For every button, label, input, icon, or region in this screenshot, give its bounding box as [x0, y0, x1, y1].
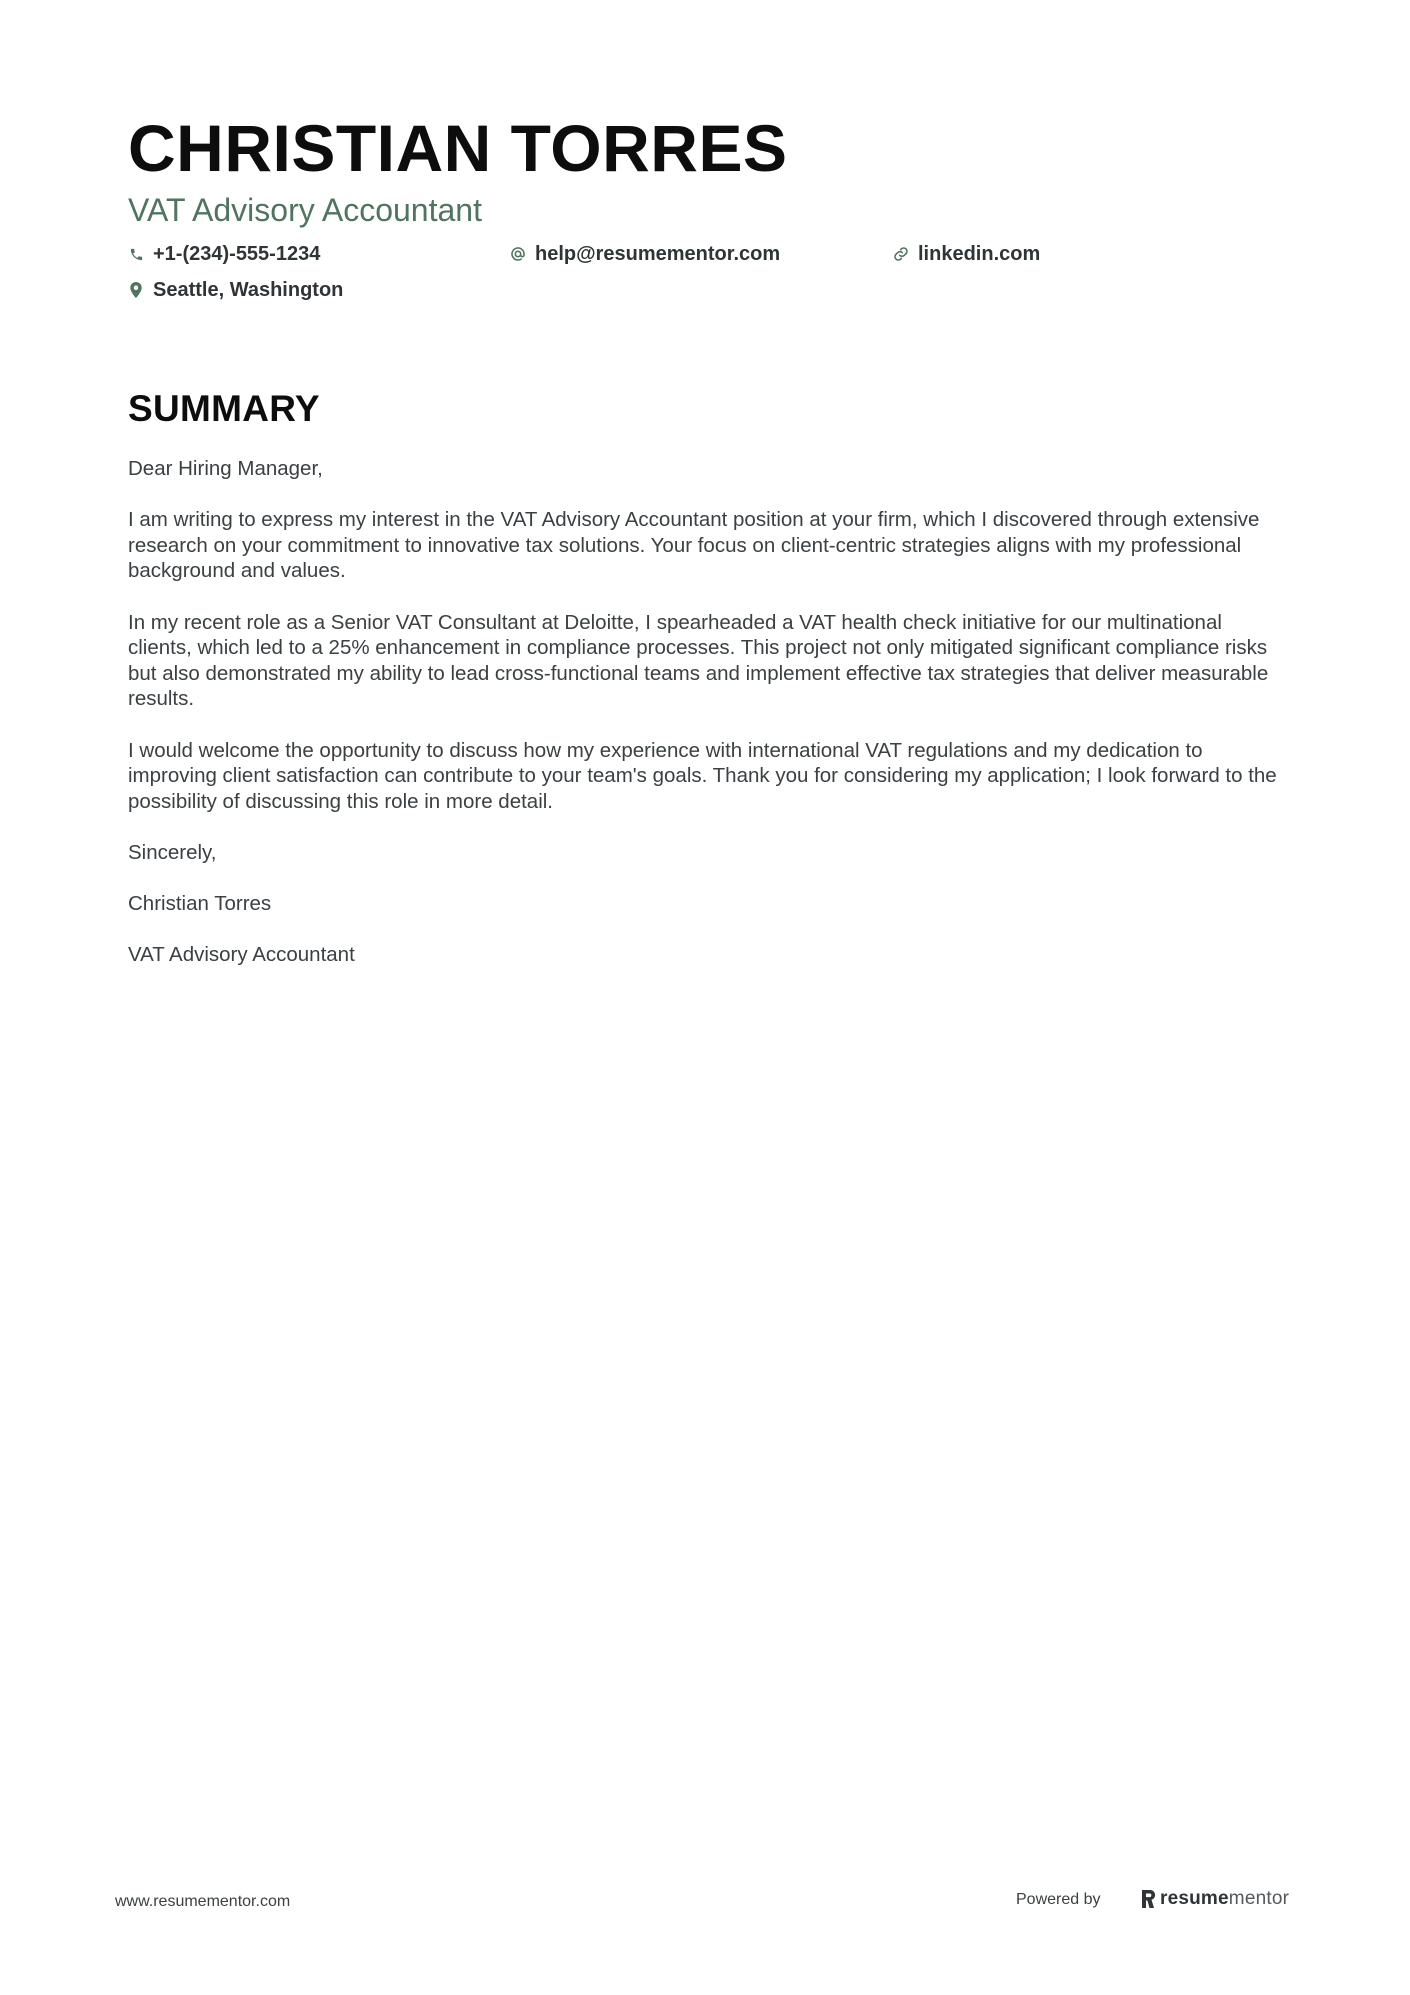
contact-phone — [128, 240, 320, 268]
brand-mark-icon — [1140, 1888, 1156, 1910]
contact-location — [128, 276, 343, 304]
summary-heading: SUMMARY — [128, 388, 320, 429]
body-paragraph: I am writing to express my interest in the VAT Advisory Accountant position at your firm, which I discovered through extensive research on your commitment to innovative tax solutions. Your focus on client-centric strategies aligns with my professional background and values. — [128, 508, 1260, 583]
brand-wordmark — [1160, 1887, 1289, 1911]
at-icon — [510, 246, 526, 262]
closing: Sincerely, — [128, 840, 217, 864]
powered-by-label: Powered by — [1016, 1891, 1101, 1908]
letter-body — [128, 456, 1288, 993]
contact-link — [893, 240, 1040, 268]
phone-icon — [128, 246, 144, 262]
body-paragraph: I would welcome the opportunity to discuss how my experience with international VAT regulations and my dedication to improving client satisfaction can contribute to your team's goals. Thank you for considering my application; I look forward to the possibility of discussing this role in more detail. — [128, 738, 1277, 813]
body-paragraph: In my recent role as a Senior VAT Consultant at Deloitte, I spearheaded a VAT health check initiative for our multinational clients, which led to a 25% enhancement in compliance processes. This project not only mitigated significant compliance risks but also demonstrated my ability to lead cross-functional teams and implement effective tax strategies that deliver measurable results. — [128, 610, 1269, 711]
job-title: VAT Advisory Accountant — [128, 192, 482, 228]
signature-title: VAT Advisory Accountant — [128, 943, 355, 967]
candidate-name: CHRISTIAN TORRES — [128, 111, 788, 185]
link-icon — [893, 246, 909, 262]
brand-bold-part: resume — [1160, 1888, 1229, 1909]
signature-name: Christian Torres — [128, 892, 272, 916]
contact-email — [510, 240, 780, 268]
brand-light-part: mentor — [1228, 1888, 1290, 1909]
location-text: Seattle, Washington — [153, 279, 344, 301]
linkedin-link[interactable]: linkedin.com — [918, 243, 1041, 265]
email-address[interactable]: help@resumementor.com — [535, 243, 781, 265]
salutation: Dear Hiring Manager, — [128, 457, 323, 480]
footer-website[interactable]: www.resumementor.com — [115, 1893, 291, 1910]
brand-logo[interactable] — [1140, 1885, 1289, 1913]
map-pin-icon — [128, 282, 144, 298]
phone-number: +1-(234)-555-1234 — [153, 243, 321, 265]
